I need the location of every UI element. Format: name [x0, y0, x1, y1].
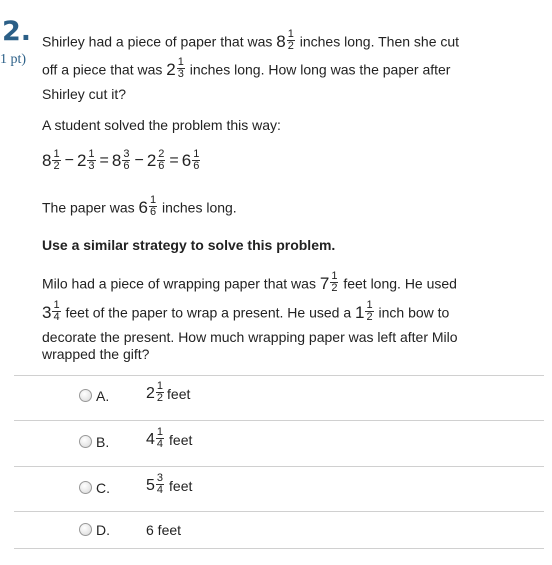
- student-equation: 8 $\frac{1}{2}$ − 2 $\frac{1}{3}$ = 8 $\frac{3}{6}$ − 2 $\frac{2}{6}$ = 6 $\frac{1}{6}$: [42, 147, 200, 172]
- divider: [14, 375, 544, 376]
- radio-button-a[interactable]: [79, 389, 92, 402]
- question-points: 1 pt): [0, 52, 27, 67]
- divider: [14, 420, 544, 421]
- radio-button-b[interactable]: [79, 435, 92, 448]
- option-letter: B.: [96, 434, 110, 450]
- option-letter: A.: [96, 388, 110, 404]
- option-letter: C.: [96, 480, 110, 496]
- divider: [14, 548, 544, 549]
- radio-button-c[interactable]: [79, 481, 92, 494]
- option-c[interactable]: [0, 474, 552, 504]
- option-a[interactable]: [0, 382, 552, 412]
- problem-text: Shirley had a piece of paper that was: [42, 33, 273, 50]
- problem-text: off a piece that was: [42, 61, 163, 78]
- option-b[interactable]: [0, 428, 552, 458]
- option-letter: D.: [96, 522, 110, 538]
- divider: [14, 511, 544, 512]
- divider: [14, 466, 544, 467]
- mixed-number: 2 $\frac{1}{3}$: [166, 56, 184, 80]
- problem-line-2: [42, 58, 450, 81]
- option-d[interactable]: [0, 516, 552, 546]
- solution-statement: The paper was 6 $\frac{1}{6}$ inches long.: [42, 194, 237, 218]
- question-number: 2.: [2, 16, 32, 47]
- option-answer: 6 feet: [146, 522, 182, 538]
- option-answer: 4 $\frac{1}{4}$ feet: [146, 426, 193, 450]
- option-answer: 5 $\frac{3}{4}$ feet: [146, 472, 193, 496]
- problem-text: inches long. Then she cut: [299, 33, 460, 50]
- milo-line-2: 3 $\frac{1}{4}$ feet of the paper to wrap a present. He used a 1 $\frac{1}{2}$ inch bow to: [42, 299, 450, 323]
- mixed-number: 8 $\frac{1}{2}$: [276, 28, 294, 52]
- milo-line-1: Milo had a piece of wrapping paper that was 7 $\frac{1}{2}$ feet long. He used: [42, 270, 457, 294]
- problem-line-3: Shirley cut it?: [42, 86, 127, 102]
- milo-line-3: decorate the present. How much wrapping paper was left after Milo: [42, 329, 458, 345]
- student-intro: A student solved the problem this way:: [42, 117, 281, 133]
- problem-line-1: [42, 30, 459, 53]
- problem-text: inches long. How long was the paper after: [189, 61, 451, 78]
- milo-line-4: wrapped the gift?: [42, 346, 150, 362]
- radio-button-d[interactable]: [79, 523, 92, 536]
- option-answer: 2 $\frac{1}{2}$ feet: [146, 380, 191, 404]
- instruction: Use a similar strategy to solve this problem.: [42, 237, 336, 253]
